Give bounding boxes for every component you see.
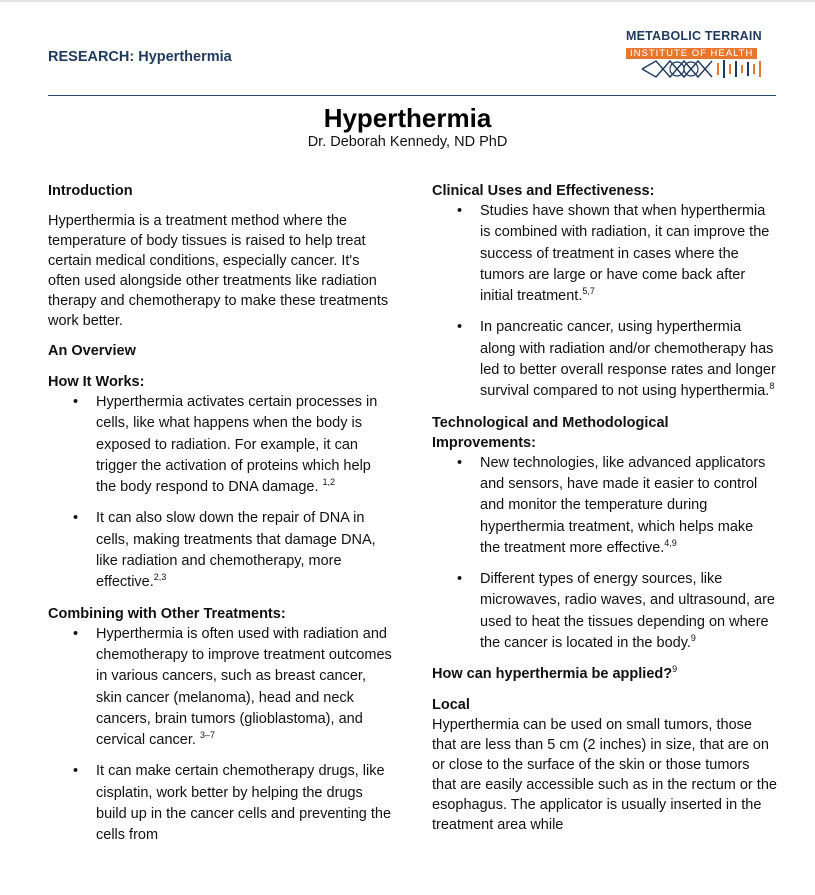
institute-logo — [626, 30, 776, 86]
header-title: RESEARCH: Hyperthermia — [48, 49, 232, 65]
list-item — [48, 392, 393, 498]
list-item-text: New technologies, like advanced applicators and sensors, have made it easier to control and monitor the temperature during hyperthermia treatment, which helps make the treatment more effective. — [480, 454, 766, 556]
how-it-works-list — [48, 392, 393, 594]
list-item-text: Different types of energy sources, like microwaves, radio waves, and ultrasound, are used to heat the tissues depending on where the cancer is located in the body. — [480, 571, 775, 652]
clinical-heading: Clinical Uses and Effectiveness: — [432, 183, 655, 199]
list-item — [432, 317, 777, 402]
citation: 4,9 — [664, 537, 677, 548]
page-top-border — [0, 0, 815, 2]
citation: 1,2 — [322, 477, 336, 488]
combining-list — [48, 624, 393, 847]
intro-heading: Introduction — [48, 183, 133, 199]
list-item-text: Studies have shown that when hyperthermia is combined with radiation, it can improve the success of treatment in cases where the tumors are large or have come back after initial treatment. — [480, 203, 770, 305]
applied-heading-text: How can hyperthermia be applied? — [432, 666, 673, 683]
list-item — [432, 201, 777, 307]
how-it-works-heading: How It Works: — [48, 374, 145, 390]
document-title: Hyperthermia — [323, 103, 492, 133]
tech-heading: Technological and Methodological Improvements: — [432, 414, 669, 451]
list-item — [432, 569, 777, 654]
list-item — [432, 453, 777, 559]
citation: 8 — [769, 381, 775, 392]
list-item — [48, 624, 393, 752]
local-text: Hyperthermia can be used on small tumors, those that are less than 5 cm (2 inches) in size, that are on or close to the surface of the skin or those tumors that are easily accessible such as in the rectum or the esophagus. The applicator is usually inserted in the treatment area while — [432, 717, 777, 834]
list-item-text: Hyperthermia is often used with radiation and chemotherapy to improve treatment outcomes in various cancers, such as breast cancer, skin cancer (melanoma), head and neck cancers, brain tumors (glioblastoma), and cervical cancer. — [96, 625, 392, 749]
citation: 5,7 — [582, 286, 595, 297]
list-item-text: In pancreatic cancer, using hyperthermia along with radiation and/or chemotherapy has led to better overall response rates and longer survival compared to not using hyperthermia. — [480, 319, 776, 400]
citation: 2,3 — [153, 572, 167, 583]
local-heading: Local — [432, 697, 470, 714]
citation: 3–7 — [199, 730, 215, 741]
right-column — [432, 181, 777, 835]
applied-heading — [432, 664, 777, 684]
list-item-text: It can make certain chemotherapy drugs, like cisplatin, work better by helping the drugs build up in the cancer cells and preventing the cells from — [96, 763, 392, 844]
document-author: Dr. Deborah Kennedy, ND PhD — [307, 134, 508, 150]
logo-line2: INSTITUTE OF HEALTH — [626, 48, 757, 59]
logo-line1: METABOLIC TERRAIN — [626, 29, 762, 43]
clinical-list — [432, 201, 777, 403]
dna-helix-icon — [640, 57, 766, 81]
combining-heading: Combining with Other Treatments: — [48, 605, 286, 622]
citation: 9 — [690, 633, 696, 644]
list-item-text: It can also slow down the repair of DNA in cells, making treatments that damage DNA, like radiation and chemotherapy, more effective. — [96, 510, 376, 591]
left-column — [48, 181, 393, 847]
citation: 9 — [672, 664, 678, 675]
tech-list — [432, 453, 777, 655]
intro-text: Hyperthermia is a treatment method where the temperature of body tissues is raised to help treat certain medical conditions, especially cancer. It's often used alongside other treatments like radiation therapy and chemotherapy to make these treatments work better. — [48, 213, 389, 329]
header-divider — [48, 95, 776, 96]
list-item — [48, 761, 393, 846]
list-item-text: Hyperthermia activates certain processes in cells, like what happens when the body is exposed to radiation. For example, it can trigger the activation of proteins which help the body respond to DNA damage. — [96, 394, 378, 496]
overview-heading: An Overview — [48, 343, 136, 359]
list-item — [48, 508, 393, 593]
